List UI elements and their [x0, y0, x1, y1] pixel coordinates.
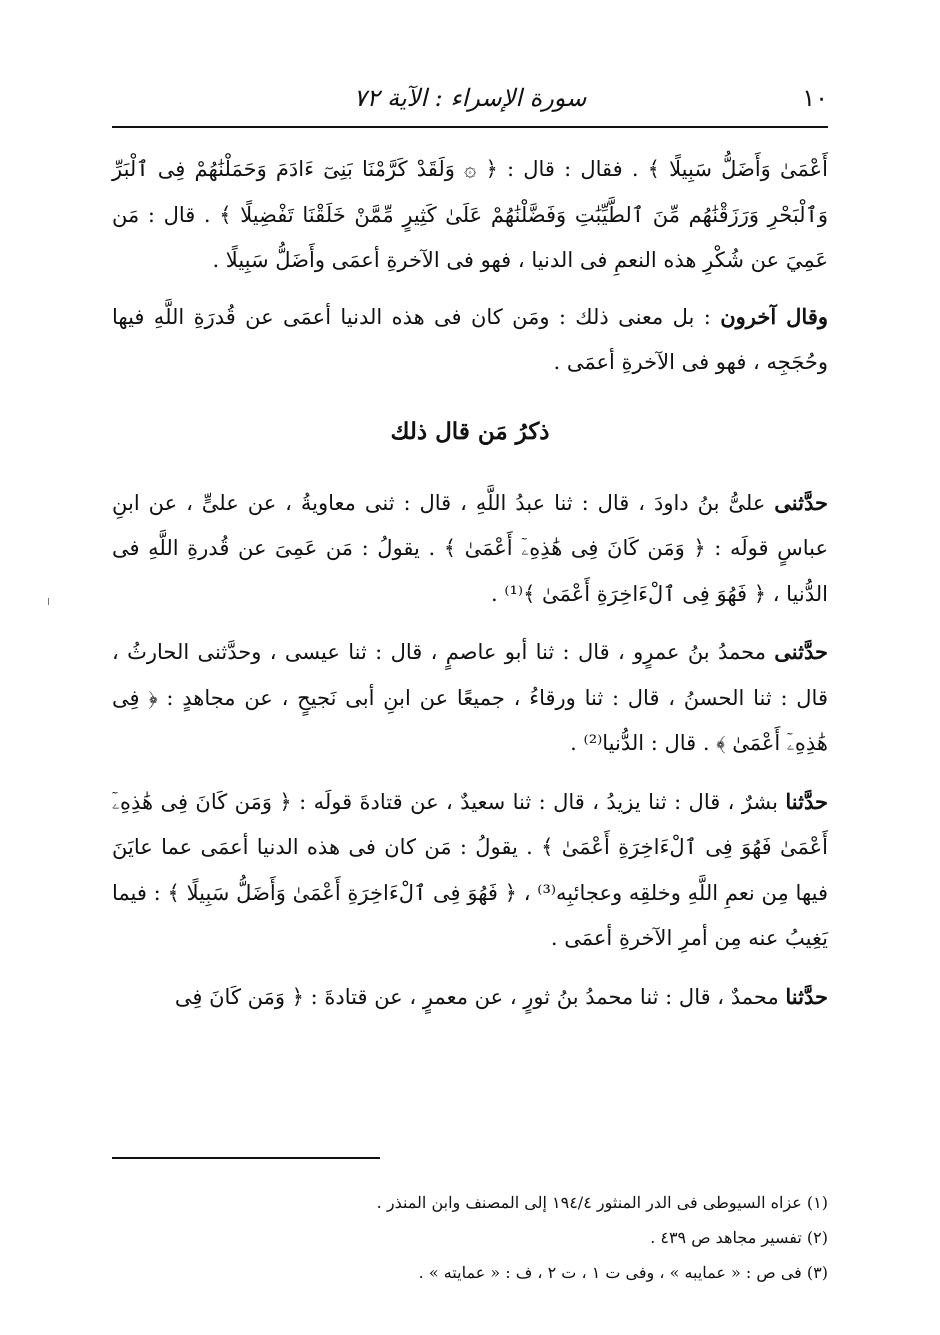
narration-lead: حدَّثنى	[774, 639, 828, 664]
page-number: ١٠	[802, 84, 828, 112]
section-heading: ذكرُ مَن قال ذلك	[390, 417, 550, 445]
margin-mark	[48, 598, 49, 605]
narration-lead: حدَّثنى	[774, 489, 828, 515]
footnote-1: (١) عزاه السيوطى فى الدر المنثور ١٩٤/٤ إلى المصنف وابن المنذر .	[376, 1193, 828, 1212]
narration-1	[112, 480, 828, 618]
footnote-3: (٣) فى ص : « عمايبه » ، وفى ت ١ ، ت ٢ ، ف : « عمايته » .	[418, 1263, 828, 1282]
header-rule	[112, 126, 828, 128]
paragraph-lead: وقال آخرون	[720, 303, 828, 329]
paragraph-text: : بل معنى ذلك : ومَن كان فى هذه الدنيا أعمَى عن قُدرَةِ اللَّهِ فيها وحُجَجِه ، فهو فى الآخرةِ أعمَى .	[112, 304, 828, 374]
footnote-2: (٢) تفسير مجاهد ص ٤٣٩ .	[650, 1228, 828, 1247]
running-title: سورة الإسراء : الآية ٧٢	[353, 84, 587, 112]
paragraph-1	[112, 146, 828, 284]
paragraph-text: أَعْمَىٰ وَأَضَلُّ سَبِيلًا ﴾ . فقال : قال : ﴿ ۞ وَلَقَدْ كَرَّمْنَا بَنِىٓ ءَادَمَ وَحَمَلْنَٰهُمْ فِى ٱلْبَرِّ وَٱلْبَحْرِ وَرَزَقْنَٰهُم مِّنَ ٱلطَّيِّبَٰتِ وَفَضَّلْنَٰهُمْ عَلَىٰ كَثِيرٍ مِّمَّنْ خَلَقْنَا تَفْضِيلًا ﴾ . قال : مَن عَمِيَ عن شُكْرِ هذه النعمِ فى الدنيا ، فهو فى الآخرةِ أعمَى وأَضَلُّ سَبِيلًا .	[112, 157, 828, 272]
running-header	[112, 78, 828, 118]
narration-text: محمدُ بنُ عمرٍو ، قال : ثنا أبو عاصمٍ ، قال : ثنا عيسى ، وحدَّثنى الحارثُ ، قال : ثنا الحسنُ ، قال : ثنا ورقاءُ ، جميعًا عن ابنِ أبى نَجيحٍ ، عن مجاهدٍ : ﴿ فِى هَٰذِهِۦٓ أَعْمَىٰ ﴾ . قال : الدُّنيا⁽²⁾ .	[112, 640, 828, 755]
narration-text: محمدٌ ، قال : ثنا محمدُ بنُ ثورٍ ، عن معمرٍ ، عن قتادةَ : ﴿ وَمَن كَانَ فِى	[174, 984, 786, 1009]
narration-3	[112, 779, 828, 962]
main-text	[112, 146, 828, 1020]
narration-lead: حدَّثنا	[785, 983, 828, 1009]
footnote-rule	[112, 1157, 380, 1159]
narration-text: بشرٌ ، قال : ثنا يزيدُ ، قال : ثنا سعيدٌ ، عن قتادةَ قولَه : ﴿ وَمَن كَانَ فِى هَٰذِهِۦٓ أَعْمَىٰ فَهُوَ فِى ٱلْءَاخِرَةِ أَعْمَىٰ ﴾ . يقولُ : مَن كان فى هذه الدنيا أعمَى عما عايَنَ فيها مِن نعمِ اللَّهِ وخلقِه وعجائبِه⁽³⁾ ، ﴿ فَهُوَ فِى ٱلْءَاخِرَةِ أَعْمَىٰ وَأَضَلُّ سَبِيلًا ﴾ : فيما يَغِيبُ عنه مِن أمرِ الآخرةِ أعمَى .	[112, 789, 828, 950]
narration-2	[112, 629, 828, 767]
narration-text: علىُّ بنُ داودَ ، قال : ثنا عبدُ اللَّهِ ، قال : ثنى معاويةُ ، عن علىٍّ ، عن ابنِ عباسٍ قولَه : ﴿ وَمَن كَانَ فِى هَٰذِهِۦٓ أَعْمَىٰ ﴾ . يقولُ : مَن عَمِىَ عن قُدرةِ اللَّهِ فى الدُّنيا ، ﴿ فَهُوَ فِى ٱلْءَاخِرَةِ أَعْمَىٰ ﴾⁽¹⁾ .	[112, 490, 828, 606]
paragraph-2	[112, 294, 828, 386]
footnotes	[112, 1185, 828, 1290]
narration-4	[112, 974, 828, 1021]
narration-lead: حدَّثنا	[785, 788, 828, 814]
